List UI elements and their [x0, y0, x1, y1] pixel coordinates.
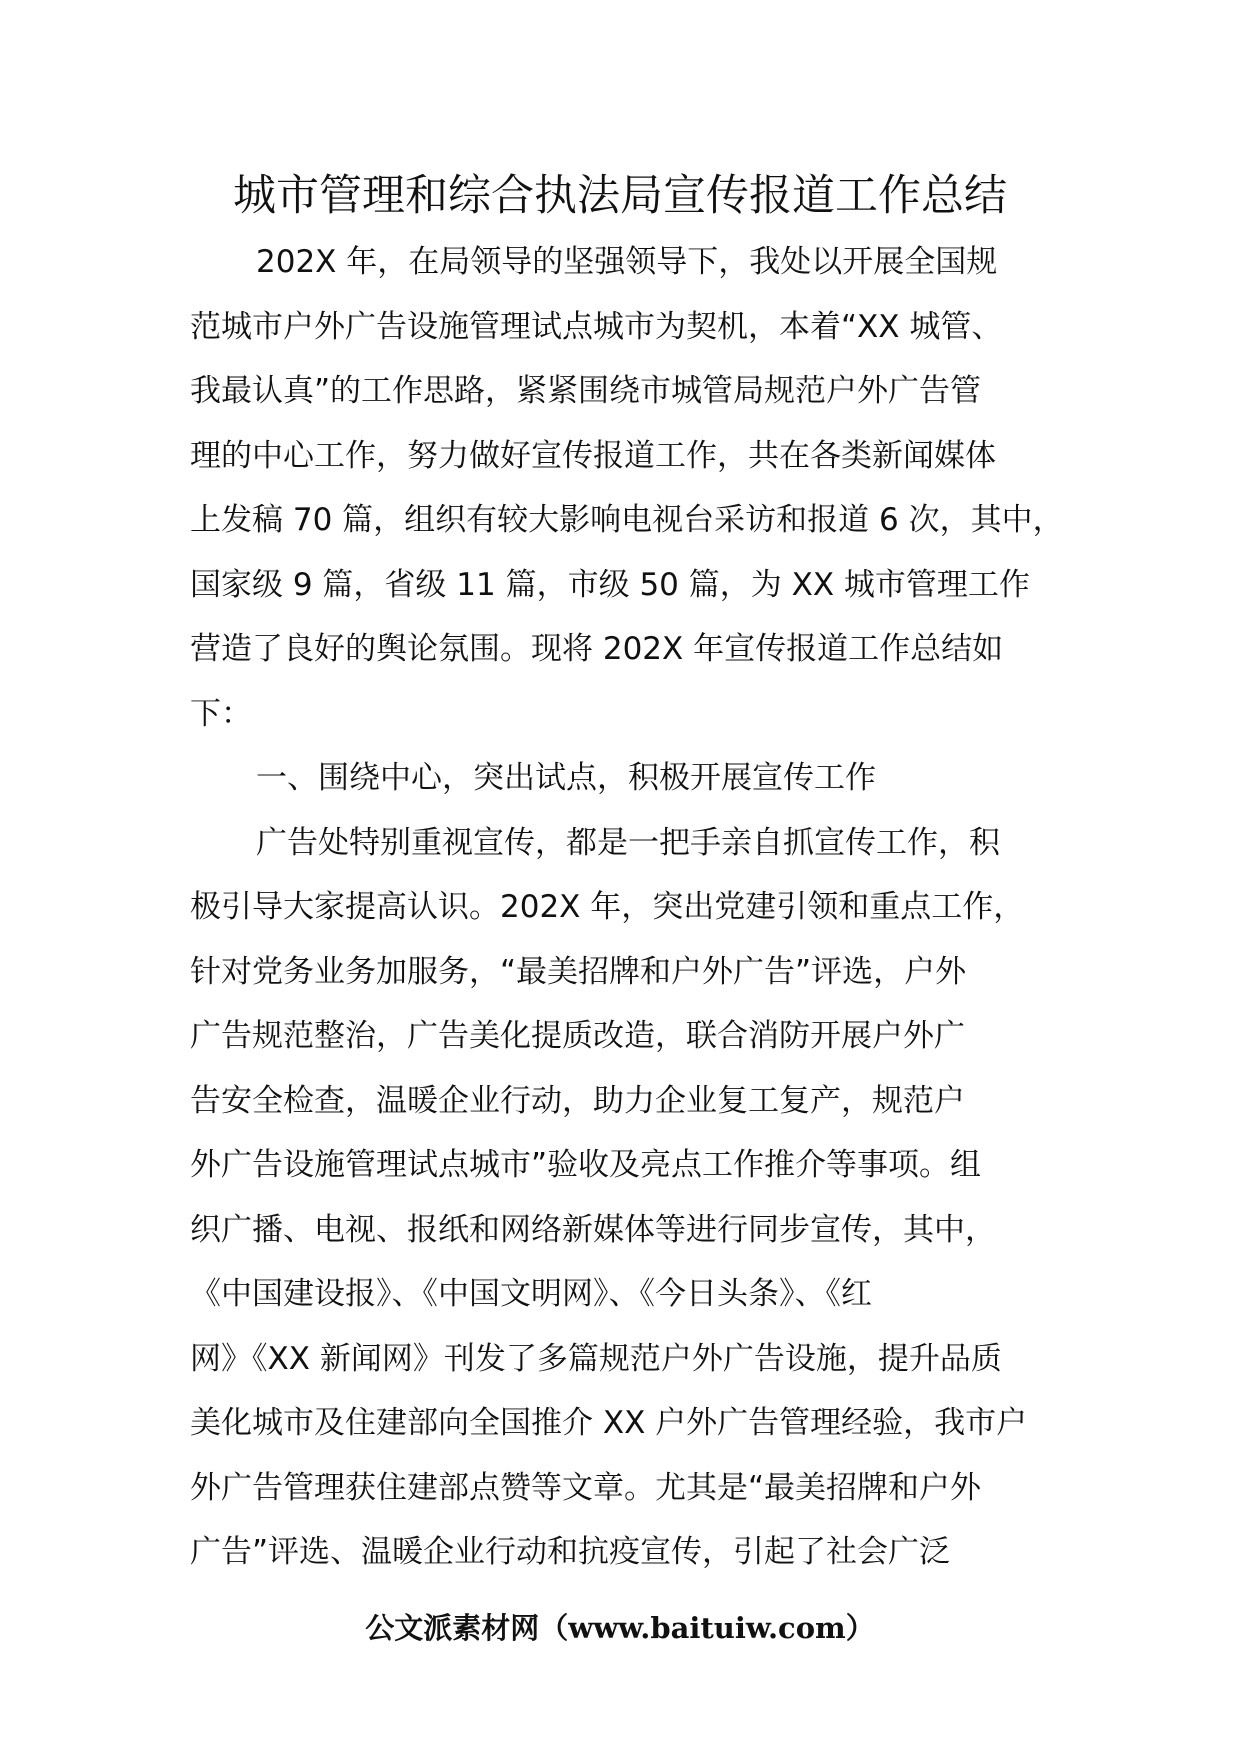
- paragraph-1-line-8: 下：: [190, 695, 252, 732]
- paragraph-1-line-1: 202X 年，在局领导的坚强领导下，我处以开展全国规: [256, 244, 998, 280]
- paragraph-2-line-8: 《中国建设报》、《中国文明网》、《今日头条》、《红: [190, 1276, 872, 1312]
- paragraph-1-line-2: 范城市户外广告设施管理试点城市为契机，本着“XX 城管、: [190, 308, 1003, 345]
- paragraph-2-line-6: 外广告设施管理试点城市”验收及亮点工作推介等事项。组: [190, 1147, 982, 1183]
- paragraph-1-line-4: 理的中心工作，努力做好宣传报道工作，共在各类新闻媒体: [190, 437, 996, 474]
- document-body: [190, 230, 1090, 1585]
- paragraph-1-line-5: 上发稿 70 篇，组织有较大影响电视台采访和报道 6 次，其中，: [190, 502, 1064, 538]
- section-heading-1: 一、围绕中心，突出试点，积极开展宣传工作: [256, 760, 876, 796]
- paragraph-1-line-7: 营造了良好的舆论氛围。现将 202X 年宣传报道工作总结如: [190, 631, 1004, 667]
- paragraph-2-line-4: 广告规范整治，广告美化提质改造，联合消防开展户外广: [190, 1018, 965, 1054]
- paragraph-2-line-2: 极引导大家提高认识。202X 年，突出党建引领和重点工作，: [190, 889, 1025, 925]
- paragraph-2-line-11: 外广告管理获住建部点赞等文章。尤其是“最美招牌和户外: [190, 1469, 982, 1506]
- paragraph-2-line-5: 告安全检查，温暖企业行动，助力企业复工复产，规范户: [190, 1082, 965, 1119]
- paragraph-1-line-6: 国家级 9 篇，省级 11 篇，市级 50 篇，为 XX 城市管理工作: [190, 566, 1030, 603]
- paragraph-2-line-10: 美化城市及住建部向全国推介 XX 户外广告管理经验，我市户: [190, 1405, 1028, 1441]
- paragraph-2-line-3: 针对党务业务加服务，“最美招牌和户外广告”评选，户外: [190, 953, 967, 990]
- paragraph-2-line-1: 广告处特别重视宣传，都是一把手亲自抓宣传工作，积: [256, 824, 1000, 861]
- document-title: 城市管理和综合执法局宣传报道工作总结: [233, 171, 1007, 221]
- footer-watermark: 公文派素材网（www.baituiw.com）: [365, 1611, 875, 1645]
- paragraph-2-line-9: 网》《XX 新闻网》刊发了多篇规范户外广告设施，提升品质: [190, 1340, 1002, 1377]
- paragraph-2-line-12: 广告”评选、温暖企业行动和抗疫宣传，引起了社会广泛: [190, 1534, 951, 1570]
- paragraph-2-line-7: 织广播、电视、报纸和网络新媒体等进行同步宣传，其中，: [190, 1211, 996, 1248]
- paragraph-1-line-3: 我最认真”的工作思路，紧紧围绕市城管局规范户外广告管: [190, 373, 982, 409]
